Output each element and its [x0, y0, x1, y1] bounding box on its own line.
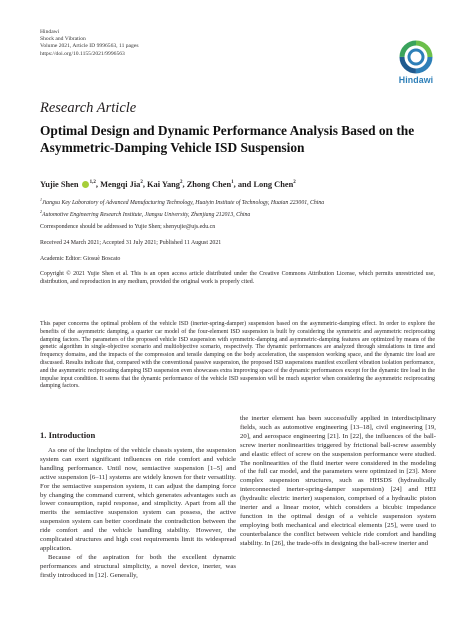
journal-title: Shock and Vibration — [40, 36, 86, 43]
hindawi-logo — [396, 40, 436, 85]
author-3: Kai Yang$^2$ — [147, 180, 183, 189]
hindawi-logo-icon — [399, 40, 433, 74]
left-column — [40, 447, 236, 581]
author-1: Yujie Shen $^{1,2}$ — [40, 180, 96, 189]
author-4: Zhong Chen$^1$ — [186, 180, 234, 189]
volume-line: Volume 2021, Article ID 9996563, 11 pages — [40, 43, 139, 50]
paragraph: the inerter element has been successfully applied in interdisciplinary fields, such as automotive engineering [13–18], civil engineering [19, 20], and aerospace engineering [21]. In [22], the influences of the ball-screw inerter nonlinearities triggered by frictional ball-screw assembly and elastic effect of screw on the suspension performance were studied. The nonlinearities of the fluid inerter were considered in the modeling of the full car model, and the parameters were optimized in [23]. More complex suspension structures, such as HHSDS (hydraulically interconnected inerter-spring-damper suspension) [24] and HEI (hydraulic electric inerter) suspension, comprised of a hydraulic piston inerter and a linear motor, which considers a bicubic impedance function in the optimal design of a vehicle suspension system employing both mechanical and electrical elements [25], were used to counterbalance the conflict between vehicle ride comfort and handling stability. In [26], the trade-offs in designing the ball-screw inerter and — [240, 415, 436, 547]
copyright-notice: Copyright © 2021 Yujie Shen et al. This is an open access article distributed under the Creative Commons Attribution License, which permits unrestricted use, distribution, and reproduction in any medium, provided the original work is properly cited. — [40, 271, 435, 285]
affiliations — [40, 196, 324, 219]
publisher-name: Hindawi — [40, 29, 60, 35]
journal-meta — [40, 29, 139, 58]
affiliation-2: $^2$Automotive Engineering Research Institute, Jiangsu University, Zhenjiang 212013, China — [40, 208, 251, 218]
doi-link[interactable]: https://doi.org/10.1155/2021/9996563 — [40, 50, 125, 57]
author-5: Long Chen$^2$ — [253, 180, 296, 189]
affiliation-1: $^1$Jiangsu Key Laboratory of Advanced Manufacturing Technology, Huaiyin Institute of Technology, Huaian 223001, China — [40, 197, 325, 206]
correspondence: Correspondence should be addressed to Yujie Shen; shenyujie@ujs.edu.cn — [40, 224, 216, 230]
orcid-icon[interactable] — [82, 181, 89, 188]
paper-title: Optimal Design and Dynamic Performance Analysis Based on the Asymmetric-Damping Vehicle ISD Suspension — [40, 123, 415, 155]
section-heading: 1. Introduction — [40, 430, 96, 440]
paragraph: As one of the linchpins of the vehicle chassis system, the suspension system can exert significant influences on ride comfort and vehicle handling performance. Until now, semiactive suspension [1–5] and active suspension [6–11] systems are widely known for their versatility. For the semiactive suspension system, it can adjust the damping force by changing the command current, which generates advantages such as lower consumption, rapid response, and simplicity. Apart from all the merits the semiactive suspension system can possess, the active suspension system can better coordinate the contradiction between the ride comfort and the vehicle handling stability. However, the complicated structures and high cost requirements limit its widespread application. — [40, 447, 236, 552]
academic-editor: Academic Editor: Giosuè Boscato — [40, 256, 121, 262]
right-column — [240, 415, 436, 549]
abstract: This paper concerns the optimal problem of the vehicle ISD (inerter-spring-damper) suspension based on the asymmetric-damping effect. In order to explore the benefits of the asymmetric damping, a quarter car model of the four-element ISD suspension is built by considering the symmetric and asymmetric reciprocating damping factors. The parameters of the proposed vehicle ISD suspension with symmetric-damping and asymmetric-damping features are optimized by means of the genetic algorithm in single-objective scenario and multiobjective scenario, respectively. The dynamic performances are analyzed through simulations in time and frequency domains, and the impacts of the compression and tensile damping on the body acceleration, the suspension working space, and the dynamic tire load are discussed. Results indicate that, compared with the conventional passive suspension, the proposed ISD suspensions manifest excellent vibration isolation performance, and the asymmetric reciprocating damping ISD suspension even showcases extra improving space of the dynamic performances except for the dynamic tire load in the impulse input condition. It seems that the dynamic performance of the vehicle ISD suspension will be much superior when considering the asymmetric reciprocating damping factors. — [40, 321, 435, 390]
paragraph: Because of the aspiration for both the excellent dynamic performances and structural simplicity, a novel device, inerter, was firstly introduced in [12]. Generally, — [40, 553, 236, 579]
publication-dates: Received 24 March 2021; Accepted 31 July 2021; Published 11 August 2021 — [40, 240, 222, 246]
article-type: Research Article — [40, 100, 137, 116]
author-2: Mengqi Jia$^2$ — [100, 180, 143, 189]
author-list: Yujie Shen $^{1,2}$, Mengqi Jia$^2$, Kai Yang$^2$, Zhong Chen$^1$, and Long Chen$^2$ — [40, 180, 296, 189]
logo-wordmark: Hindawi — [398, 75, 434, 85]
